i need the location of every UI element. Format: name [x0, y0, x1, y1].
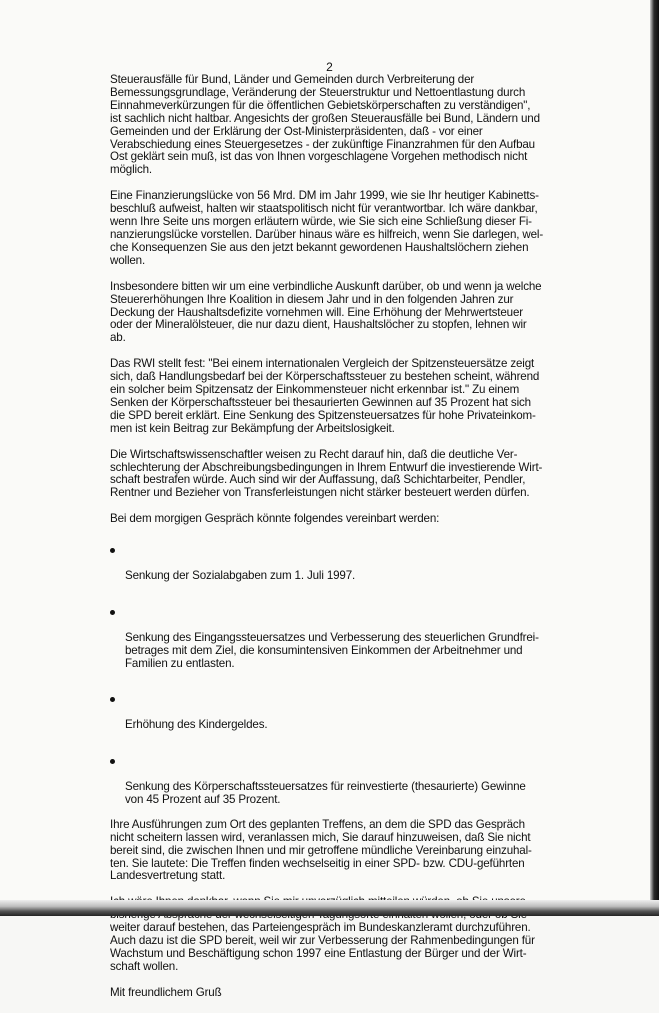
- paragraph-treffen-ort: Ihre Ausführungen zum Ort des geplanten Treffens, an dem die SPD das Gespräch nicht scheitern lassen wird, veranlassen mich, Sie darauf hinzuweisen, daß Sie nicht bereit sind, die zwischen Ihnen und mir getroffene mündliche Vereinbarung einzuhal- ten. Sie lautete: Die Treffen finden wechselseitig in einer SPD- bzw. CDU-geführten Landesvertretung statt.: [110, 817, 532, 883]
- list-item-text: Senkung der Sozialabgaben zum 1. Juli 1997.: [125, 569, 356, 582]
- paragraph-vereinbarung-intro: Bei dem morgigen Gespräch könnte folgendes vereinbart werden:: [110, 512, 440, 526]
- paragraph-finanzierungsluecke: Eine Finanzierungslücke von 56 Mrd. DM im Jahr 1999, wie sie Ihr heutiger Kabinetts- beschluß aufweist, halten wir staatspolitisch nicht für verantwortbar. Ich wäre dankbar, wenn Ihre Seite uns morgen erläutern würde, wie Sie sich eine Schließung dieser Fi- nanzierungslücke vorstellen. Darüber hinaus wäre es hilfreich, wenn Sie darlegen, wel- che Konsequenzen Sie aus den jetzt bekannt gewordenen Haushaltslöchern ziehen wollen.: [110, 189, 544, 267]
- paragraph-steuererhoehungen: Insbesondere bitten wir um eine verbindliche Auskunft darüber, ob und wenn ja welche Steuererhöhungen Ihre Koalition in diesem Jahr und in den folgenden Jahren zur Deckung der Haushaltsdefizite vornehmen will. Eine Erhöhung der Mehrwertsteuer oder der Mineralölsteuer, die nur dazu dient, Haushaltslöcher zu stopfen, lehnen wir ab.: [110, 279, 542, 345]
- list-item: [110, 755, 546, 807]
- page-number: 2: [326, 60, 333, 74]
- scan-edge-right: [650, 0, 659, 916]
- list-item: [110, 693, 546, 732]
- bullet-icon: [110, 759, 115, 764]
- bullet-icon: [110, 697, 115, 702]
- list-item: [110, 606, 546, 671]
- closing-greeting: Mit freundlichem Gruß: [110, 985, 222, 999]
- paragraph-steuerausfaelle: Steuerausfälle für Bund, Länder und Gemeinden durch Verbreiterung der Bemessungsgrundlage, Veränderung der Steuerstruktur und Nettoentlastung durch Einnahmeverkürzungen für die öffentlichen Gebietskörperschaften zu verständigen", ist sachlich nicht haltbar. Angesichts der großen Steuerausfälle bei Bund, Ländern und Gemeinden und der Erklärung der Ost-Ministerpräsidenten, daß - vor einer Verabschiedung eines Steuergesetzes - der zukünftige Finanzrahmen für den Aufbau Ost geklärt sein muß, ist das von Ihnen vorgeschlagene Vorgehen methodisch nicht möglich.: [110, 73, 540, 177]
- scan-edge-bottom: [0, 900, 659, 916]
- paragraph-wirtschaftswissenschaftler: Die Wirtschaftswissenschaftler weisen zu Recht darauf hin, daß die deutliche Ver- schlechterung der Abschreibungsbedingungen in Ihrem Entwurf die investierende Wirt- schaft bestrafen würde. Auch sind wir der Auffassung, daß Schichtarbeiter, Pendler, Rentner und Bezieher von Transferleistungen nicht stärker besteuert werden dürfen.: [110, 447, 543, 500]
- list-item: [110, 544, 546, 583]
- list-item-text: Senkung des Eingangssteuersatzes und Verbesserung des steuerlichen Grundfrei- betrages mit dem Ziel, die konsumintensiven Einkommen der Arbeitnehmer und Familien zu entlasten.: [125, 630, 539, 670]
- bullet-icon: [110, 548, 115, 553]
- list-item-text: Erhöhung des Kindergeldes.: [125, 718, 268, 732]
- list-item-text: Senkung des Körperschaftssteuersatzes für reinvestierte (thesaurierte) Gewinne von 45 Prozent auf 35 Prozent.: [125, 779, 526, 806]
- bullet-icon: [110, 610, 115, 615]
- paragraph-rwi: Das RWI stellt fest: "Bei einem internationalen Vergleich der Spitzensteuersätze zeigt sich, daß Handlungsbedarf bei der Körperschaftssteuer zu bestehen scheint, während ein solcher beim Spitzensatz der Einkommensteuer nicht erkennbar ist." Zu einem Senken der Körperschaftssteuer bei thesaurierten Gewinnen auf 35 Prozent hat sich die SPD bereit erklärt. Eine Senkung des Spitzensteuersatzes für hohe Privateinkom- men ist kein Beitrag zur Bekämpfung der Arbeitslosigkeit.: [110, 357, 540, 435]
- proposal-list: [110, 544, 546, 807]
- paragraph-tagungsorte: weiter darauf bestehen, das Parteiengespräch im Bundeskanzleramt durchzuführen. Auch dazu ist die SPD bereit, weil wir zur Verbesserung der Rahmenbedingungen für Wachstum und Beschäftigung schon 1997 eine Entlastung der Bürger und der Wirt- schaft wollen.: [110, 921, 535, 973]
- letter-body: [110, 74, 546, 1013]
